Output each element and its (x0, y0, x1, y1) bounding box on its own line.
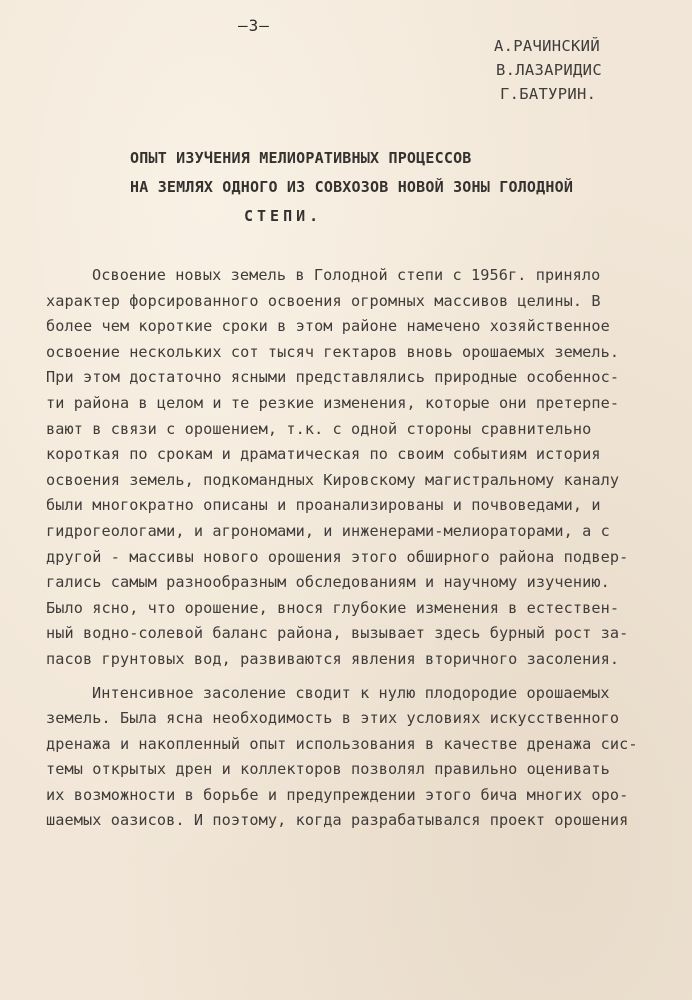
text-line: гидрогеологами, и агрономами, и инженерами-мелиораторами, а с (46, 521, 610, 540)
text-line: освоения земель, подкомандных Кировскому магистральному каналу (46, 470, 620, 489)
title-line: ОПЫТ ИЗУЧЕНИЯ МЕЛИОРАТИВНЫХ ПРОЦЕССОВ (130, 149, 472, 167)
text-line: ти района в целом и те резкие изменения, которые они претерпе- (46, 393, 620, 412)
text-line: шаемых оазисов. И поэтому, когда разрабатывался проект орошения (46, 811, 629, 830)
author-name: А.РАЧИНСКИЙ (494, 37, 600, 55)
body-text (46, 263, 646, 834)
page-number: —3— (238, 16, 270, 35)
paragraph (46, 681, 646, 835)
paragraph (46, 263, 646, 673)
document-title (130, 144, 573, 231)
paragraph-gap (46, 673, 646, 681)
text-line: освоение нескольких сот тысяч гектаров вновь орошаемых земель. (46, 342, 620, 361)
title-line: СТЕПИ. (244, 207, 323, 225)
text-line: более чем короткие сроки в этом районе намечено хозяйственное (46, 317, 610, 336)
text-line: их возможности в борьбе и предупреждении этого бича многих оро- (46, 785, 629, 804)
text-line: были многократно описаны и проанализированы и почвоведами, и (46, 496, 601, 515)
text-line: При этом достаточно ясными представлялись природные особеннос- (46, 368, 620, 387)
text-line: дренажа и накопленный опыт использования в качестве дренажа сис- (46, 734, 638, 753)
text-line: Интенсивное засоление сводит к нулю плодородие орошаемых (92, 683, 610, 702)
text-line: пасов грунтовых вод, развиваются явления вторичного засоления. (46, 649, 620, 668)
text-line: Было ясно, что орошение, внося глубокие изменения в естествен- (46, 598, 620, 617)
text-line: земель. Была ясна необходимость в этих условиях искусственного (46, 709, 620, 728)
title-line: НА ЗЕМЛЯХ ОДНОГО ИЗ СОВХОЗОВ НОВОЙ ЗОНЫ ГОЛОДНОЙ (130, 178, 574, 196)
text-line: ный водно-солевой баланс района, вызывает здесь бурный рост за- (46, 624, 629, 643)
authors-block (494, 34, 602, 106)
text-line: другой - массивы нового орошения этого обширного района подвер- (46, 547, 629, 566)
text-line: короткая по срокам и драматическая по своим событиям история (46, 445, 601, 464)
text-line: гались самым разнообразным обследованиям и научному изучению. (46, 573, 610, 592)
text-line: вают в связи с орошением, т.к. с одной стороны сравнительно (46, 419, 592, 438)
text-line: Освоение новых земель в Голодной степи с 1956г. приняло (92, 266, 601, 284)
author-name: В.ЛАЗАРИДИС (496, 61, 602, 79)
text-line: характер форсированного освоения огромных массивов целины. В (46, 291, 601, 310)
author-name: Г.БАТУРИН. (500, 85, 597, 103)
text-line: темы открытых дрен и коллекторов позволял правильно оценивать (46, 760, 610, 779)
